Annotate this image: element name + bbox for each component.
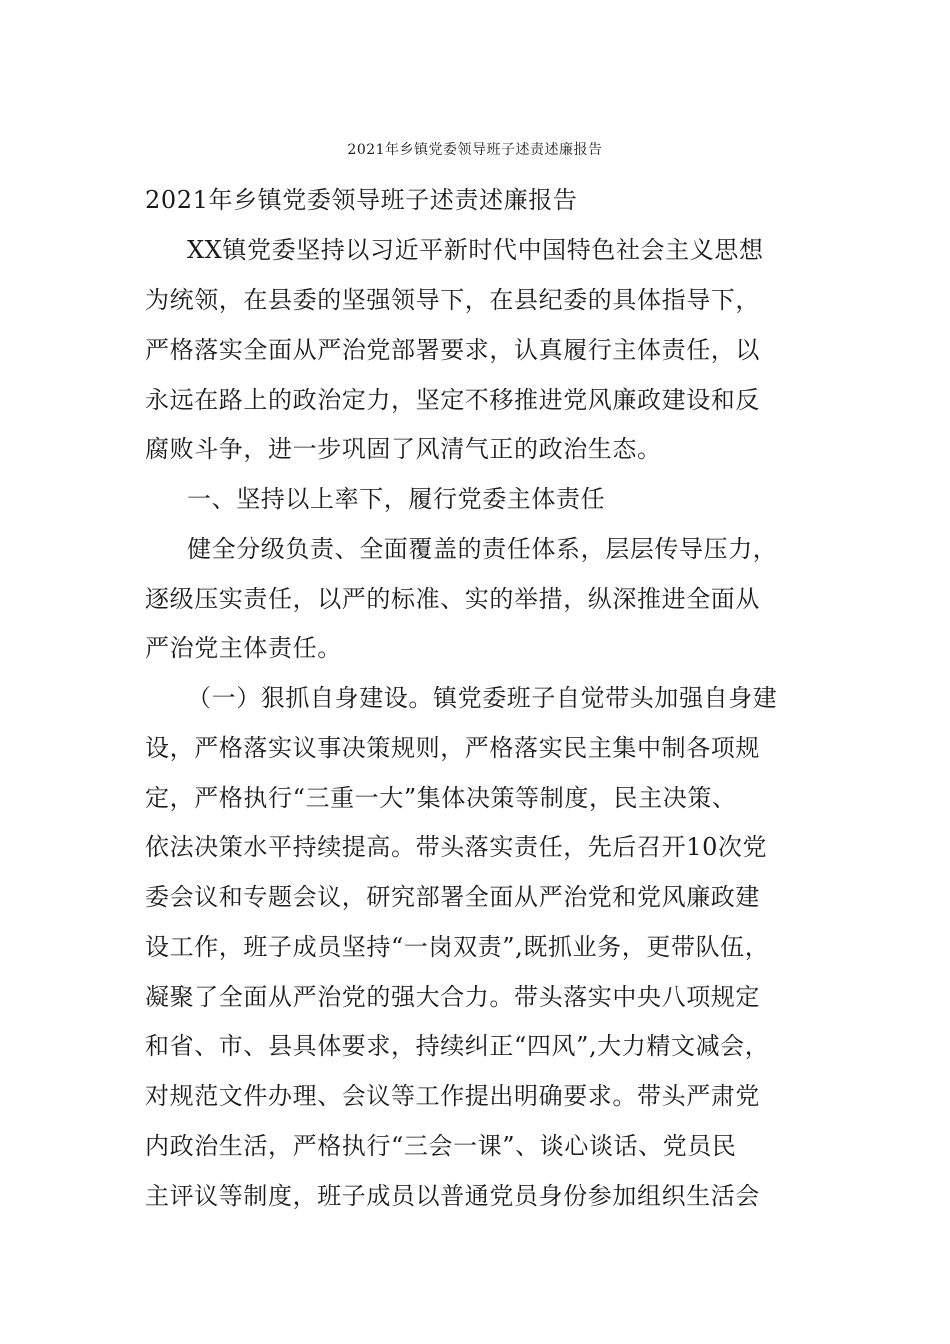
paragraph-line: 和省、市、县具体要求，持续纠正“四风”,大力精文减会， <box>145 1032 770 1060</box>
paragraph-line: 为统领，在县委的坚强领导下，在县纪委的具体指导下， <box>145 286 760 314</box>
paragraph-line: 腐败斗争，进一步巩固了风清气正的政治生态。 <box>145 435 662 463</box>
paragraph-line: 设，严格落实议事决策规则，严格落实民主集中制各项规 <box>145 734 760 762</box>
paragraph-line: 设工作，班子成员坚持“一岗双责”,既抓业务，更带队伍， <box>145 933 770 961</box>
paragraph-line: 严治党主体责任。 <box>145 634 342 662</box>
paragraph-line: 定，严格执行“三重一大”集体决策等制度，民主决策、 <box>145 784 737 812</box>
paragraph-line: （一）狠抓自身建设。镇党委班子自觉带头加强自身建 <box>187 684 778 712</box>
subtitle-line: 2021年乡镇党委领导班子述责述廉报告 <box>145 186 578 214</box>
paragraph-line: 凝聚了全面从严治党的强大合力。带头落实中央八项规定 <box>145 983 760 1011</box>
document-title: 2021年乡镇党委领导班子述责述廉报告 <box>347 142 603 158</box>
paragraph-line: 永远在路上的政治定力，坚定不移推进党风廉政建设和反 <box>145 386 760 414</box>
section-heading: 一、坚持以上率下，履行党委主体责任 <box>187 485 606 513</box>
paragraph-line: 逐级压实责任，以严的标准、实的举措，纵深推进全面从 <box>145 585 760 613</box>
paragraph-line: XX镇党委坚持以习近平新时代中国特色社会主义思想 <box>187 236 764 264</box>
paragraph-line: 对规范文件办理、会议等工作提出明确要求。带头严肃党 <box>145 1082 760 1110</box>
paragraph-line: 委会议和专题会议，研究部署全面从严治党和党风廉政建 <box>145 883 760 911</box>
paragraph-line: 依法决策水平持续提高。带头落实责任，先后召开10次党 <box>145 833 768 861</box>
paragraph-line: 主评议等制度，班子成员以普通党员身份参加组织生活会 <box>145 1182 760 1210</box>
paragraph-line: 健全分级负责、全面覆盖的责任体系，层层传导压力， <box>187 535 778 563</box>
paragraph-line: 内政治生活，严格执行“三会一课”、谈心谈话、党员民 <box>145 1132 737 1160</box>
paragraph-line: 严格落实全面从严治党部署要求，认真履行主体责任，以 <box>145 336 760 364</box>
